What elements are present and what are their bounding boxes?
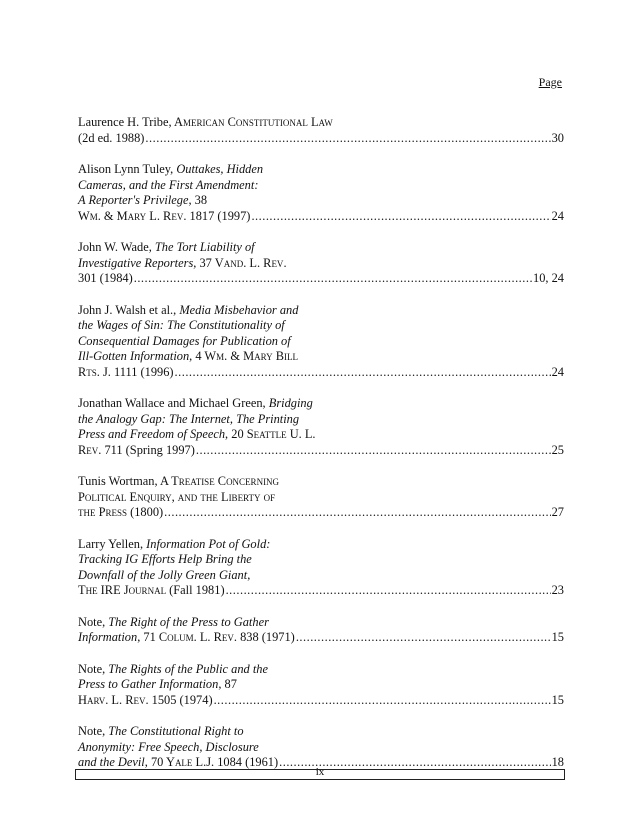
citation-line: Press to Gather Information, 87 [78, 677, 237, 691]
citation-final-line: (2d ed. 1988) ..... 30 [78, 131, 564, 147]
citation-final-line: Information, 71 Colum. L. Rev. 838 (1971) ..... 15 [78, 630, 564, 646]
dot-leader [134, 271, 532, 287]
dot-leader [196, 443, 551, 459]
authority-entry [78, 724, 564, 771]
authority-entry [78, 303, 564, 381]
page-number: ix [315, 766, 325, 778]
citation-line: Alison Lynn Tuley, Outtakes, Hidden [78, 162, 264, 176]
citation-line: Political Enquiry, and the Liberty of [78, 489, 276, 504]
authority-entry [78, 537, 564, 599]
page-reference: 30 [551, 130, 564, 145]
citation-final-line: Harv. L. Rev. 1505 (1974) ..... 15 [78, 693, 564, 709]
citation-line: Laurence H. Tribe, American Constitutional Law [78, 115, 333, 129]
citation-final-line: Rts. J. 1111 (1996) ..... 24 [78, 365, 564, 381]
citation-final-line: the Press (1800) ..... 27 [78, 505, 564, 521]
citation-line: Tracking IG Efforts Help Bring the [78, 552, 252, 566]
page-reference: 25 [551, 442, 564, 457]
citation-final-line: Rev. 711 (Spring 1997) ..... 25 [78, 443, 564, 459]
citation-line: Larry Yellen, Information Pot of Gold: [78, 536, 271, 551]
dot-leader [175, 365, 551, 381]
citation-line: Consequential Damages for Publication of [78, 333, 291, 348]
citation-line: the Analogy Gap: The Internet, The Printing [78, 411, 300, 426]
page-reference: 18 [551, 755, 564, 769]
citation-line: Note, The Right of the Press to Gather [78, 614, 269, 629]
table-of-authorities [78, 115, 564, 787]
citation-final-line: 301 (1984) ..... 10, 24 [78, 271, 564, 287]
page-reference: 15 [551, 692, 564, 707]
authority-entry [78, 115, 564, 146]
citation-line: Ill-Gotten Information, 4 Wm. & Mary Bill [78, 349, 298, 363]
citation-line: Note, The Constitutional Right to [78, 724, 244, 738]
citation-line: Note, The Rights of the Public and the [78, 661, 268, 676]
citation-final-line: Wm. & Mary L. Rev. 1817 (1997) ..... 24 [78, 209, 564, 225]
page-reference: 15 [551, 630, 564, 644]
authority-entry [78, 615, 564, 646]
citation-line: Jonathan Wallace and Michael Green, Bridging [78, 396, 313, 410]
citation-line: the Wages of Sin: The Constitutionality of [78, 318, 285, 332]
citation-line: John W. Wade, The Tort Liability of [78, 240, 255, 254]
authority-entry [78, 162, 564, 224]
dot-leader [251, 209, 550, 225]
dot-leader [296, 630, 551, 646]
citation-line: Investigative Reporters, 37 Vand. L. Rev. [78, 255, 287, 270]
authority-entry [78, 662, 564, 709]
authority-entry [78, 396, 564, 458]
page-reference: 23 [551, 583, 564, 597]
dot-leader [164, 505, 550, 521]
citation-line: A Reporter's Privilege, 38 [78, 193, 208, 207]
footer-box [75, 766, 565, 780]
citation-line: Downfall of the Jolly Green Giant, [78, 567, 251, 582]
page-reference: 24 [551, 208, 564, 223]
citation-line: Anonymity: Free Speech, Disclosure [78, 739, 259, 754]
citation-line: Cameras, and the First Amendment: [78, 177, 259, 192]
citation-final-line: and the Devil, 70 Yale L.J. 1084 (1961) ..... 18 [78, 755, 564, 771]
citation-final-line: The IRE Journal (Fall 1981) ..... 23 [78, 583, 564, 599]
page-reference: 27 [551, 505, 564, 519]
dot-leader [226, 583, 551, 599]
citation-line: Press and Freedom of Speech, 20 Seattle U. L. [78, 427, 316, 441]
authority-entry [78, 240, 564, 287]
dot-leader [214, 693, 551, 709]
page-reference: 10, 24 [533, 271, 564, 285]
page-label: Page [538, 75, 562, 89]
dot-leader [145, 131, 550, 147]
citation-line: Tunis Wortman, A Treatise Concerning [78, 474, 280, 488]
citation-line: John J. Walsh et al., Media Misbehavior and [78, 302, 299, 317]
page-reference: 24 [551, 364, 564, 379]
authority-entry [78, 474, 564, 521]
